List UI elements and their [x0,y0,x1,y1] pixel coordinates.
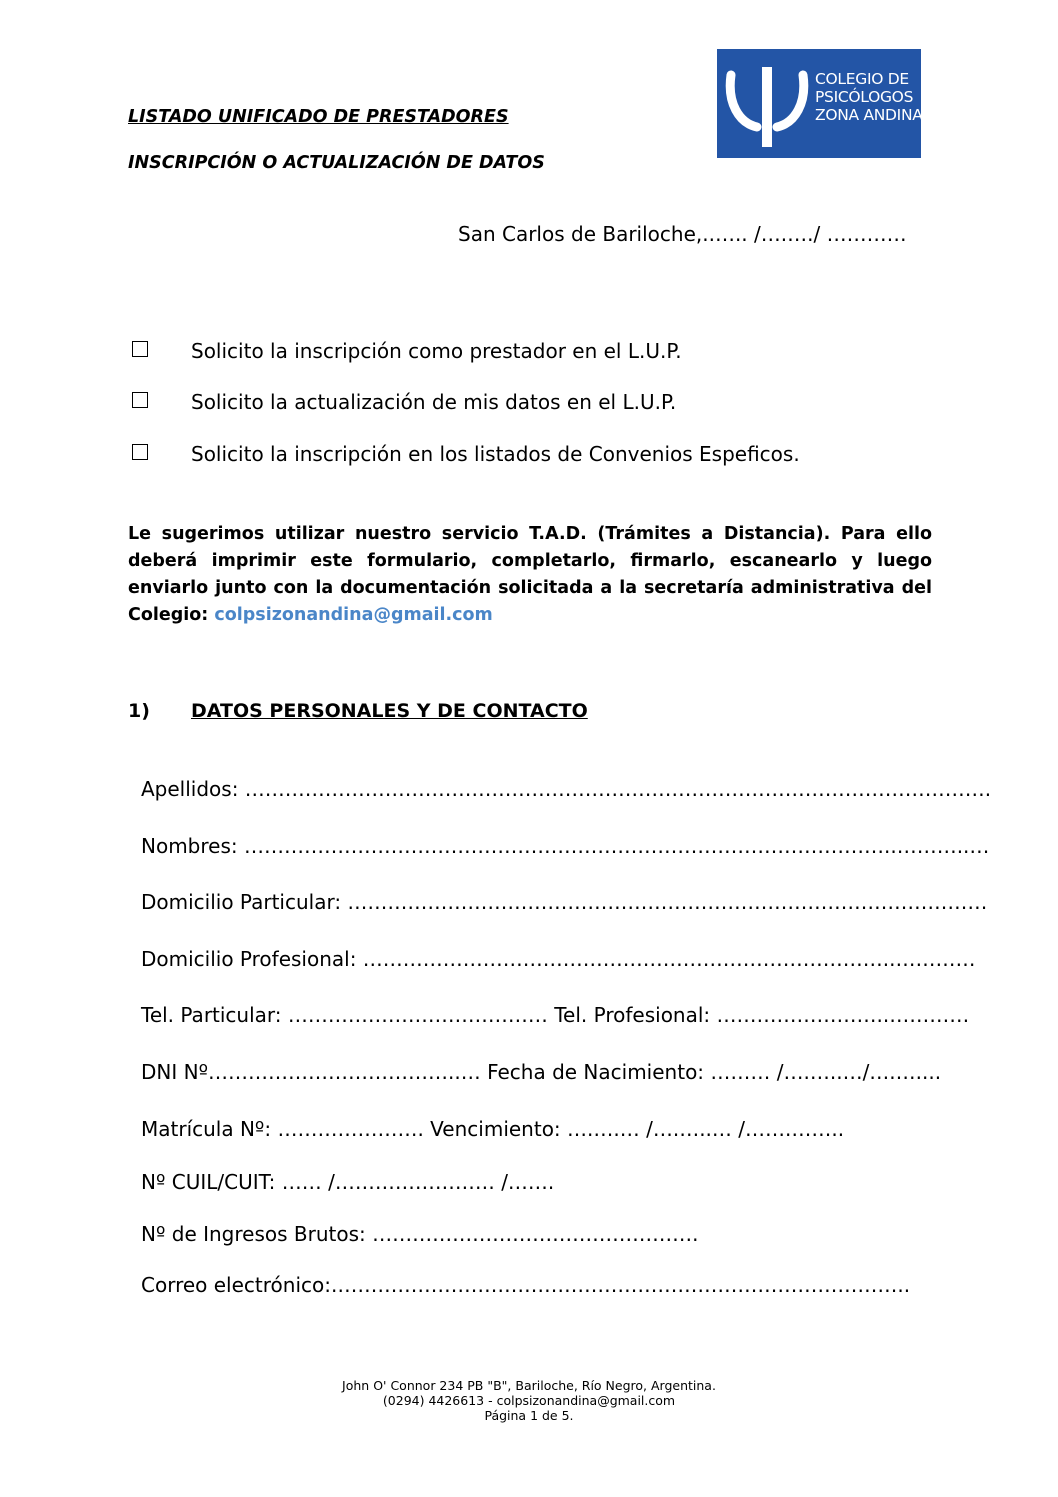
logo-text [815,70,923,124]
ingresos-brutos-field[interactable]: Nº de Ingresos Brutos: …………………………………………. [141,1222,699,1246]
checkbox-inscripcion[interactable] [132,341,148,357]
apellidos-field[interactable]: Apellidos: …………………………………………………………………………………………………. [141,777,992,801]
domicilio-particular-field[interactable]: Domicilio Particular: …………………………………………………………………………………… [141,890,988,914]
cuil-field[interactable]: Nº CUIL/CUIT: …… /…………………… /……. [141,1170,555,1194]
logo [717,49,921,158]
footer-address: John O' Connor 234 PB "B", Bariloche, Río Negro, Argentina. [342,1378,716,1393]
checkbox-actualizacion[interactable] [132,392,148,408]
date-field[interactable]: San Carlos de Bariloche,..….. /….…./ ………… [458,222,907,246]
option-label-actualizacion: Solicito la actualización de mis datos en el L.U.P. [191,390,677,414]
document-title: LISTADO UNIFICADO DE PRESTADORES [128,107,509,127]
option-label-convenios: Solicito la inscripción en los listados de Convenios Espeficos. [191,442,800,466]
document-subtitle: INSCRIPCIÓN O ACTUALIZACIÓN DE DATOS [128,153,545,173]
notice-text: Le sugerimos utilizar nuestro servicio T.A.D. (Trámites a Distancia). Para ello deberá imprimir este formulario, completarlo, firmarlo, escanearlo y luego enviarlo junto con la documentación solicitada a la secretaría administrativa del Colegio: [128,524,932,625]
dni-nacimiento-field[interactable]: DNI Nº………………………………..… Fecha de Nacimiento: ……… /….…..…/….….... [141,1060,942,1084]
page-footer [0,1378,1058,1423]
domicilio-profesional-field[interactable]: Domicilio Profesional: ……………………………………………………………………..………… [141,947,976,971]
nombres-field[interactable]: Nombres: ……………………………………………………………………………………..………..… [141,834,990,858]
logo-line-2: PSICÓLOGOS [815,88,914,106]
section-title: DATOS PERSONALES Y DE CONTACTO [191,700,588,722]
psi-icon [725,65,809,147]
checkbox-convenios[interactable] [132,444,148,460]
footer-page-number: Página 1 de 5. [484,1408,574,1423]
notice-email-link[interactable]: colpsizonandina@gmail.com [214,605,493,625]
matricula-vencimiento-field[interactable]: Matrícula Nº: …………………. Vencimiento: ….….… /….…..… /…….…….. [141,1117,845,1141]
tad-notice [128,521,932,629]
logo-line-1: COLEGIO DE [815,70,909,88]
option-label-inscripcion: Solicito la inscripción como prestador en el L.U.P. [191,339,682,363]
logo-line-3: ZONA ANDINA [815,106,923,124]
section-number: 1) [128,700,150,722]
correo-field[interactable]: Correo electrónico:.………………………………………………………………………….. [141,1273,911,1297]
telefonos-field[interactable]: Tel. Particular: ………………………………… Tel. Profesional: ……………………..………… [141,1003,970,1027]
footer-contact: (0294) 4426613 - colpsizonandina@gmail.com [382,1393,676,1408]
